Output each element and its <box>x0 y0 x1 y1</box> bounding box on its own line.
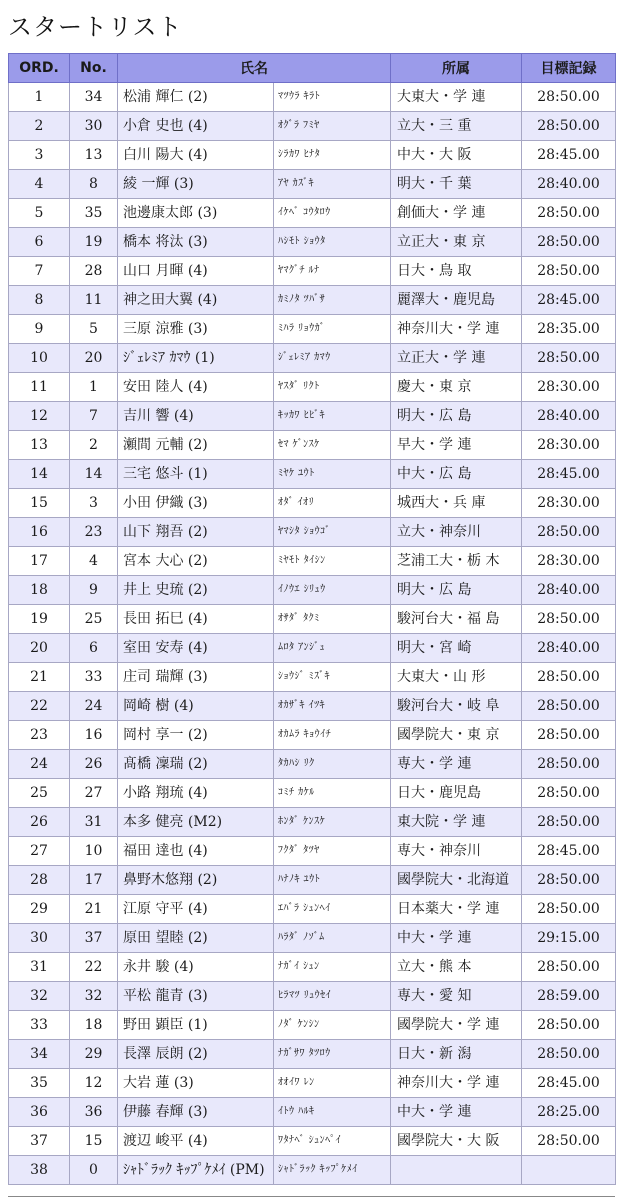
table-row <box>9 402 616 431</box>
cell-kana: ｵｶｻﾞｷ ｲﾂｷ <box>274 692 391 721</box>
cell-affiliation: 中大・学 連 <box>391 924 522 953</box>
cell-affiliation: 國學院大・北海道 <box>391 866 522 895</box>
cell-name: 原田 望睦 (2) <box>118 924 274 953</box>
table-row <box>9 721 616 750</box>
cell-no: 23 <box>70 518 118 547</box>
cell-kana: ｼﾗｶﾜ ﾋﾅﾀ <box>274 141 391 170</box>
cell-kana: ｺﾐﾁ ｶｹﾙ <box>274 779 391 808</box>
table-row <box>9 663 616 692</box>
cell-ord: 28 <box>9 866 70 895</box>
cell-record: 28:59.00 <box>522 982 616 1011</box>
table-row <box>9 895 616 924</box>
cell-no: 24 <box>70 692 118 721</box>
table-row <box>9 692 616 721</box>
cell-affiliation: 明大・広 島 <box>391 402 522 431</box>
cell-name: 長田 拓巳 (4) <box>118 605 274 634</box>
cell-ord: 4 <box>9 170 70 199</box>
cell-affiliation <box>391 1156 522 1185</box>
cell-ord: 31 <box>9 953 70 982</box>
table-row <box>9 1040 616 1069</box>
cell-kana: ｵｻﾀﾞ ﾀｸﾐ <box>274 605 391 634</box>
table-row <box>9 1069 616 1098</box>
cell-kana: ｶﾐﾉﾀ ﾂﾊﾞｻ <box>274 286 391 315</box>
cell-affiliation: 立大・神奈川 <box>391 518 522 547</box>
cell-affiliation: 大東大・学 連 <box>391 83 522 112</box>
cell-name: 小路 翔琉 (4) <box>118 779 274 808</box>
cell-kana: ｲﾄｳ ﾊﾙｷ <box>274 1098 391 1127</box>
cell-no: 5 <box>70 315 118 344</box>
cell-no: 18 <box>70 1011 118 1040</box>
cell-name: 三原 涼雅 (3) <box>118 315 274 344</box>
table-row <box>9 576 616 605</box>
header-affiliation: 所属 <box>391 54 522 83</box>
cell-no: 11 <box>70 286 118 315</box>
cell-kana: ﾔｽﾀﾞ ﾘｸﾄ <box>274 373 391 402</box>
cell-no: 27 <box>70 779 118 808</box>
cell-record: 28:50.00 <box>522 344 616 373</box>
cell-name: 井上 史琉 (2) <box>118 576 274 605</box>
table-row <box>9 866 616 895</box>
table-row <box>9 489 616 518</box>
cell-affiliation: 専大・学 連 <box>391 750 522 779</box>
cell-ord: 7 <box>9 257 70 286</box>
cell-kana: ﾔﾏｼﾀ ｼｮｳｺﾞ <box>274 518 391 547</box>
cell-record: 28:50.00 <box>522 692 616 721</box>
cell-name: 三宅 悠斗 (1) <box>118 460 274 489</box>
cell-affiliation: 大東大・山 形 <box>391 663 522 692</box>
cell-no: 29 <box>70 1040 118 1069</box>
cell-record: 28:45.00 <box>522 460 616 489</box>
cell-affiliation: 日大・新 潟 <box>391 1040 522 1069</box>
page-title: スタートリスト <box>8 13 183 41</box>
cell-no: 3 <box>70 489 118 518</box>
cell-no: 36 <box>70 1098 118 1127</box>
cell-name: 山下 翔吾 (2) <box>118 518 274 547</box>
cell-ord: 10 <box>9 344 70 373</box>
cell-name: ｼｬﾄﾞﾗｯｸ ｷｯﾌﾟｹﾒｲ (PM) <box>118 1156 274 1185</box>
cell-ord: 9 <box>9 315 70 344</box>
table-row <box>9 199 616 228</box>
cell-ord: 38 <box>9 1156 70 1185</box>
table-row <box>9 141 616 170</box>
cell-no: 2 <box>70 431 118 460</box>
cell-name: 伊藤 春輝 (3) <box>118 1098 274 1127</box>
cell-kana: ｲｹﾍﾞ ｺｳﾀﾛｳ <box>274 199 391 228</box>
cell-ord: 21 <box>9 663 70 692</box>
cell-kana: ｾﾏ ｹﾞﾝｽｹ <box>274 431 391 460</box>
cell-record: 28:50.00 <box>522 112 616 141</box>
cell-kana: ｵｵｲﾜ ﾚﾝ <box>274 1069 391 1098</box>
cell-kana: ｼｬﾄﾞﾗｯｸ ｷｯﾌﾟｹﾒｲ <box>274 1156 391 1185</box>
table-row <box>9 112 616 141</box>
header-ord: ORD. <box>9 54 70 83</box>
cell-no: 30 <box>70 112 118 141</box>
cell-ord: 26 <box>9 808 70 837</box>
cell-kana: ﾏﾂｳﾗ ｷﾗﾄ <box>274 83 391 112</box>
cell-name: 渡辺 峻平 (4) <box>118 1127 274 1156</box>
cell-affiliation: 芝浦工大・栃 木 <box>391 547 522 576</box>
cell-record: 28:50.00 <box>522 83 616 112</box>
cell-ord: 14 <box>9 460 70 489</box>
cell-no: 14 <box>70 460 118 489</box>
cell-kana: ﾊﾗﾀﾞ ﾉｿﾞﾑ <box>274 924 391 953</box>
cell-ord: 13 <box>9 431 70 460</box>
cell-name: 岡村 享一 (2) <box>118 721 274 750</box>
cell-affiliation: 立大・熊 本 <box>391 953 522 982</box>
cell-name: 吉川 響 (4) <box>118 402 274 431</box>
cell-name: 室田 安寿 (4) <box>118 634 274 663</box>
cell-no: 7 <box>70 402 118 431</box>
start-list-table <box>8 53 616 1185</box>
cell-record: 28:50.00 <box>522 1011 616 1040</box>
cell-no: 12 <box>70 1069 118 1098</box>
table-row <box>9 315 616 344</box>
header-no: No. <box>70 54 118 83</box>
cell-no: 22 <box>70 953 118 982</box>
cell-no: 33 <box>70 663 118 692</box>
cell-kana: ﾜﾀﾅﾍﾞ ｼｭﾝﾍﾟｲ <box>274 1127 391 1156</box>
cell-affiliation: 創価大・学 連 <box>391 199 522 228</box>
cell-record: 28:45.00 <box>522 141 616 170</box>
cell-affiliation: 城西大・兵 庫 <box>391 489 522 518</box>
cell-ord: 11 <box>9 373 70 402</box>
cell-kana: ｼﾞｪﾚﾐｱ ｶﾏｳ <box>274 344 391 373</box>
cell-ord: 17 <box>9 547 70 576</box>
cell-name: 池邊康太郎 (3) <box>118 199 274 228</box>
cell-affiliation: 立正大・東 京 <box>391 228 522 257</box>
cell-affiliation: 國學院大・東 京 <box>391 721 522 750</box>
cell-affiliation: 日大・鳥 取 <box>391 257 522 286</box>
cell-affiliation: 神奈川大・学 連 <box>391 1069 522 1098</box>
cell-record: 28:50.00 <box>522 953 616 982</box>
table-row <box>9 286 616 315</box>
cell-name: 髙橋 凜瑞 (2) <box>118 750 274 779</box>
cell-affiliation: 慶大・東 京 <box>391 373 522 402</box>
cell-name: 神之田大翼 (4) <box>118 286 274 315</box>
cell-ord: 37 <box>9 1127 70 1156</box>
cell-ord: 20 <box>9 634 70 663</box>
cell-ord: 30 <box>9 924 70 953</box>
cell-name: 橋本 将汰 (3) <box>118 228 274 257</box>
cell-ord: 18 <box>9 576 70 605</box>
cell-affiliation: 國學院大・学 連 <box>391 1011 522 1040</box>
cell-no: 19 <box>70 228 118 257</box>
cell-affiliation: 麗澤大・鹿児島 <box>391 286 522 315</box>
cell-record: 28:40.00 <box>522 170 616 199</box>
cell-affiliation: 東大院・学 連 <box>391 808 522 837</box>
cell-affiliation: 日本薬大・学 連 <box>391 895 522 924</box>
cell-no: 0 <box>70 1156 118 1185</box>
cell-kana: ｵﾀﾞ ｲｵﾘ <box>274 489 391 518</box>
cell-record: 29:15.00 <box>522 924 616 953</box>
header-name: 氏名 <box>118 54 391 83</box>
cell-no: 32 <box>70 982 118 1011</box>
cell-record: 28:45.00 <box>522 1069 616 1098</box>
header-record: 目標記録 <box>522 54 616 83</box>
cell-record: 28:45.00 <box>522 837 616 866</box>
cell-record: 28:50.00 <box>522 605 616 634</box>
cell-ord: 15 <box>9 489 70 518</box>
cell-no: 31 <box>70 808 118 837</box>
cell-kana: ｵｸﾞﾗ ﾌﾐﾔ <box>274 112 391 141</box>
cell-kana: ｷｯｶﾜ ﾋﾋﾞｷ <box>274 402 391 431</box>
cell-name: 瀬間 元輔 (2) <box>118 431 274 460</box>
cell-ord: 22 <box>9 692 70 721</box>
cell-name: 松浦 輝仁 (2) <box>118 83 274 112</box>
cell-ord: 16 <box>9 518 70 547</box>
table-row <box>9 1156 616 1185</box>
table-row <box>9 460 616 489</box>
cell-ord: 2 <box>9 112 70 141</box>
table-row <box>9 83 616 112</box>
cell-ord: 36 <box>9 1098 70 1127</box>
cell-no: 26 <box>70 750 118 779</box>
cell-affiliation: 立大・三 重 <box>391 112 522 141</box>
cell-name: 大岩 蓮 (3) <box>118 1069 274 1098</box>
cell-record: 28:30.00 <box>522 547 616 576</box>
cell-record: 28:50.00 <box>522 663 616 692</box>
cell-no: 6 <box>70 634 118 663</box>
cell-name: 永井 駿 (4) <box>118 953 274 982</box>
cell-no: 25 <box>70 605 118 634</box>
cell-record: 28:30.00 <box>522 373 616 402</box>
cell-name: 岡崎 樹 (4) <box>118 692 274 721</box>
table-row <box>9 808 616 837</box>
cell-ord: 19 <box>9 605 70 634</box>
cell-affiliation: 専大・神奈川 <box>391 837 522 866</box>
cell-kana: ﾐﾔﾓﾄ ﾀｲｼﾝ <box>274 547 391 576</box>
cell-kana: ｲﾉｳｴ ｼﾘｭｳ <box>274 576 391 605</box>
cell-record: 28:50.00 <box>522 779 616 808</box>
cell-kana: ﾌｸﾀﾞ ﾀﾂﾔ <box>274 837 391 866</box>
cell-ord: 6 <box>9 228 70 257</box>
table-row <box>9 547 616 576</box>
cell-record: 28:50.00 <box>522 228 616 257</box>
cell-kana: ﾔﾏｸﾞﾁ ﾙﾅ <box>274 257 391 286</box>
cell-affiliation: 早大・学 連 <box>391 431 522 460</box>
table-row <box>9 924 616 953</box>
cell-no: 8 <box>70 170 118 199</box>
cell-record: 28:50.00 <box>522 1127 616 1156</box>
cell-kana: ﾋﾗﾏﾂ ﾘｭｳｾｲ <box>274 982 391 1011</box>
cell-record: 28:35.00 <box>522 315 616 344</box>
cell-record: 28:45.00 <box>522 286 616 315</box>
cell-ord: 23 <box>9 721 70 750</box>
table-row <box>9 518 616 547</box>
cell-no: 13 <box>70 141 118 170</box>
cell-ord: 3 <box>9 141 70 170</box>
cell-kana: ﾊﾅﾉｷ ﾕｳﾄ <box>274 866 391 895</box>
table-row <box>9 779 616 808</box>
cell-kana: ﾊｼﾓﾄ ｼｮｳﾀ <box>274 228 391 257</box>
cell-ord: 5 <box>9 199 70 228</box>
cell-affiliation: 駿河台大・福 島 <box>391 605 522 634</box>
table-row <box>9 228 616 257</box>
table-row <box>9 1127 616 1156</box>
table-row <box>9 344 616 373</box>
cell-no: 1 <box>70 373 118 402</box>
cell-name: 庄司 瑞輝 (3) <box>118 663 274 692</box>
table-row <box>9 170 616 199</box>
cell-record <box>522 1156 616 1185</box>
cell-name: 野田 顕臣 (1) <box>118 1011 274 1040</box>
cell-affiliation: 日大・鹿児島 <box>391 779 522 808</box>
cell-record: 28:50.00 <box>522 808 616 837</box>
cell-kana: ﾑﾛﾀ ｱﾝｼﾞｭ <box>274 634 391 663</box>
cell-record: 28:50.00 <box>522 866 616 895</box>
cell-kana: ｱﾔ ｶｽﾞｷ <box>274 170 391 199</box>
cell-name: 本多 健亮 (M2) <box>118 808 274 837</box>
cell-name: 鼻野木悠翔 (2) <box>118 866 274 895</box>
cell-name: 安田 陸人 (4) <box>118 373 274 402</box>
table-row <box>9 953 616 982</box>
cell-no: 15 <box>70 1127 118 1156</box>
cell-ord: 34 <box>9 1040 70 1069</box>
cell-ord: 29 <box>9 895 70 924</box>
cell-affiliation: 明大・宮 崎 <box>391 634 522 663</box>
table-row <box>9 1011 616 1040</box>
cell-affiliation: 中大・広 島 <box>391 460 522 489</box>
cell-kana: ﾎﾝﾀﾞ ｹﾝｽｹ <box>274 808 391 837</box>
cell-record: 28:40.00 <box>522 576 616 605</box>
cell-name: 山口 月暉 (4) <box>118 257 274 286</box>
cell-record: 28:50.00 <box>522 750 616 779</box>
cell-kana: ﾐﾊﾗ ﾘｮｳｶﾞ <box>274 315 391 344</box>
cell-ord: 25 <box>9 779 70 808</box>
table-row <box>9 982 616 1011</box>
cell-kana: ﾀｶﾊｼ ﾘｸ <box>274 750 391 779</box>
cell-no: 37 <box>70 924 118 953</box>
cell-no: 10 <box>70 837 118 866</box>
cell-name: 小倉 史也 (4) <box>118 112 274 141</box>
table-row <box>9 634 616 663</box>
cell-kana: ｵｶﾑﾗ ｷｮｳｲﾁ <box>274 721 391 750</box>
cell-no: 28 <box>70 257 118 286</box>
cell-no: 20 <box>70 344 118 373</box>
table-row <box>9 605 616 634</box>
cell-affiliation: 駿河台大・岐 阜 <box>391 692 522 721</box>
cell-record: 28:50.00 <box>522 895 616 924</box>
table-body <box>9 83 616 1185</box>
cell-affiliation: 中大・学 連 <box>391 1098 522 1127</box>
table-row <box>9 431 616 460</box>
cell-affiliation: 明大・広 島 <box>391 576 522 605</box>
table-header-row <box>9 54 616 83</box>
cell-name: 宮本 大心 (2) <box>118 547 274 576</box>
cell-ord: 32 <box>9 982 70 1011</box>
table-row <box>9 750 616 779</box>
cell-kana: ﾅｶﾞｲ ｼｭﾝ <box>274 953 391 982</box>
cell-record: 28:30.00 <box>522 489 616 518</box>
cell-name: 長澤 辰朗 (2) <box>118 1040 274 1069</box>
cell-name: 小田 伊織 (3) <box>118 489 274 518</box>
table-row <box>9 373 616 402</box>
cell-no: 16 <box>70 721 118 750</box>
cell-kana: ﾐﾔｹ ﾕｳﾄ <box>274 460 391 489</box>
cell-affiliation: 専大・愛 知 <box>391 982 522 1011</box>
cell-record: 28:50.00 <box>522 518 616 547</box>
cell-affiliation: 國學院大・大 阪 <box>391 1127 522 1156</box>
cell-no: 17 <box>70 866 118 895</box>
cell-record: 28:50.00 <box>522 721 616 750</box>
cell-no: 9 <box>70 576 118 605</box>
cell-no: 4 <box>70 547 118 576</box>
cell-name: 福田 達也 (4) <box>118 837 274 866</box>
table-row <box>9 257 616 286</box>
cell-name: 平松 龍青 (3) <box>118 982 274 1011</box>
cell-record: 28:30.00 <box>522 431 616 460</box>
cell-ord: 12 <box>9 402 70 431</box>
cell-kana: ｼｮｳｼﾞ ﾐｽﾞｷ <box>274 663 391 692</box>
cell-kana: ﾅｶﾞｻﾜ ﾀﾂﾛｳ <box>274 1040 391 1069</box>
cell-no: 21 <box>70 895 118 924</box>
cell-no: 34 <box>70 83 118 112</box>
cell-affiliation: 立正大・学 連 <box>391 344 522 373</box>
cell-ord: 24 <box>9 750 70 779</box>
cell-affiliation: 明大・千 葉 <box>391 170 522 199</box>
cell-record: 28:25.00 <box>522 1098 616 1127</box>
cell-ord: 33 <box>9 1011 70 1040</box>
cell-record: 28:40.00 <box>522 402 616 431</box>
cell-affiliation: 中大・大 阪 <box>391 141 522 170</box>
cell-ord: 27 <box>9 837 70 866</box>
cell-affiliation: 神奈川大・学 連 <box>391 315 522 344</box>
cell-no: 35 <box>70 199 118 228</box>
cell-ord: 1 <box>9 83 70 112</box>
cell-record: 28:50.00 <box>522 1040 616 1069</box>
cell-record: 28:40.00 <box>522 634 616 663</box>
bottom-divider <box>8 1196 615 1197</box>
cell-name: 綾 一輝 (3) <box>118 170 274 199</box>
cell-ord: 8 <box>9 286 70 315</box>
cell-name: 白川 陽大 (4) <box>118 141 274 170</box>
cell-name: ｼﾞｪﾚﾐｱ ｶﾏｳ (1) <box>118 344 274 373</box>
cell-record: 28:50.00 <box>522 199 616 228</box>
cell-kana: ﾉﾀﾞ ｹﾝｼﾝ <box>274 1011 391 1040</box>
table-row <box>9 1098 616 1127</box>
cell-ord: 35 <box>9 1069 70 1098</box>
cell-kana: ｴﾊﾞﾗ ｼｭﾝﾍｲ <box>274 895 391 924</box>
cell-record: 28:50.00 <box>522 257 616 286</box>
cell-name: 江原 守平 (4) <box>118 895 274 924</box>
table-row <box>9 837 616 866</box>
